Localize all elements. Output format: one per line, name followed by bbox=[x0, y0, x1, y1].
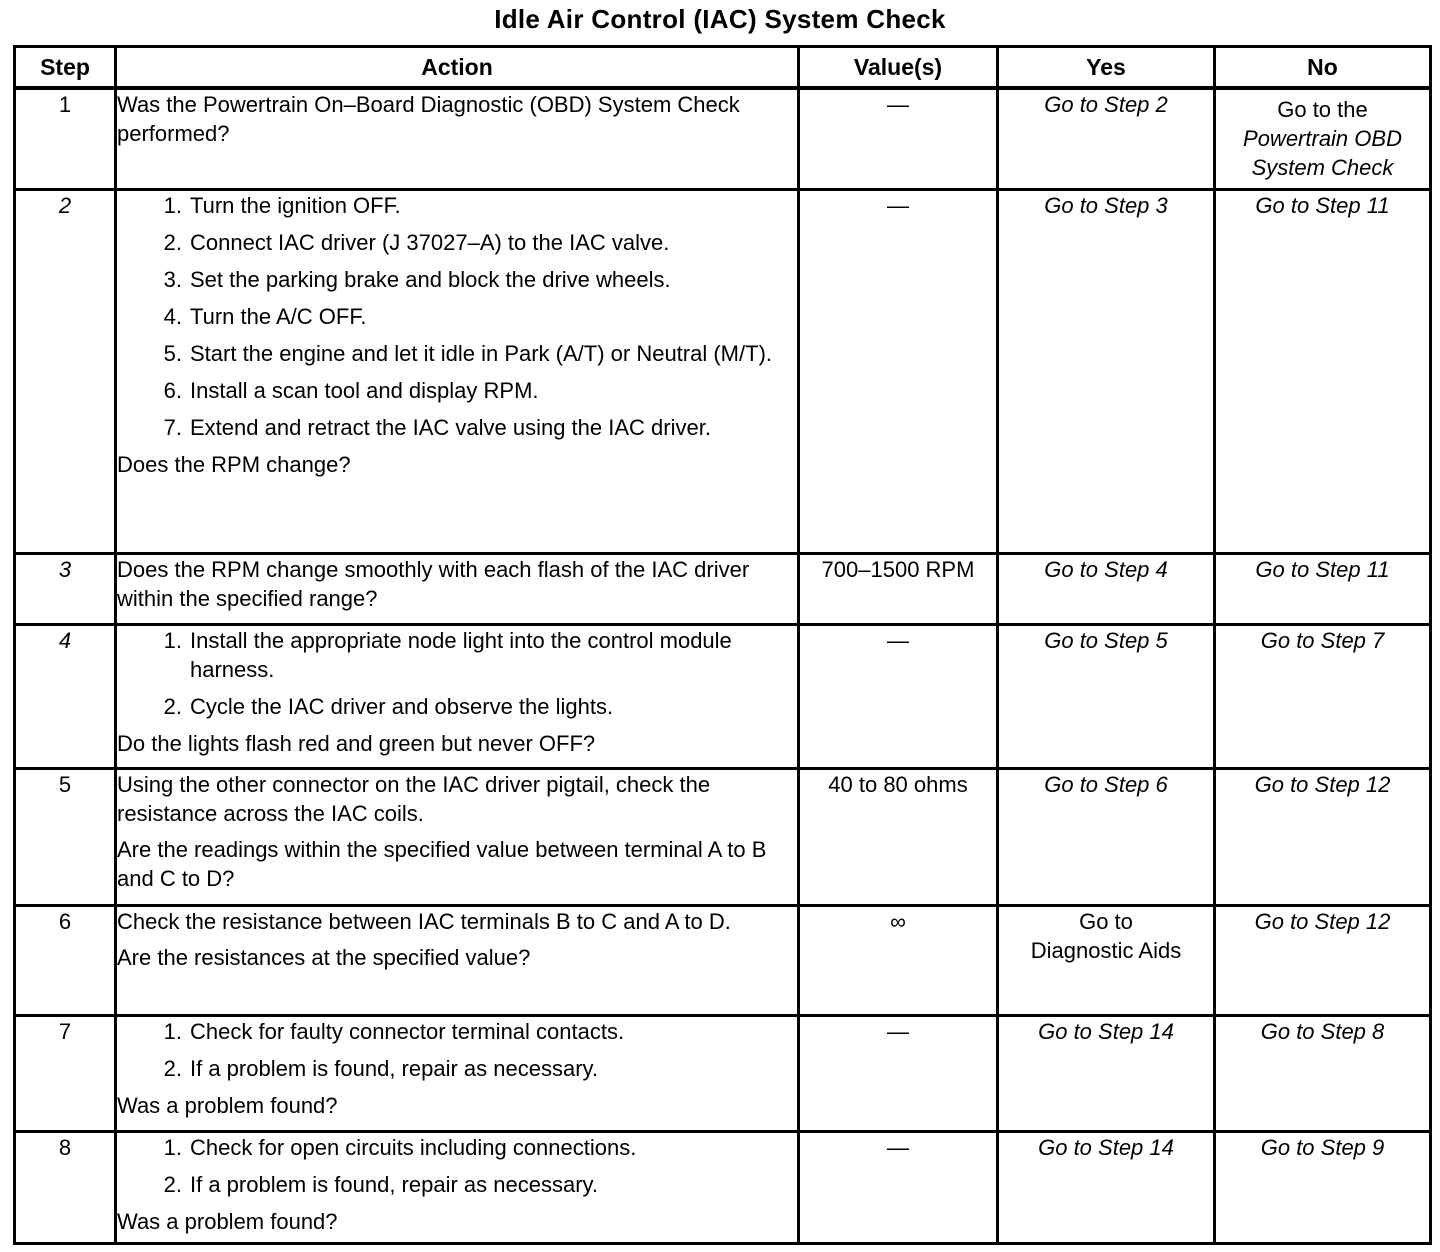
action-cell bbox=[116, 624, 799, 768]
list-item: 5. Start the engine and let it idle in Park (A/T) or Neutral (M/T). bbox=[163, 340, 773, 366]
list-item: 7. Extend and retract the IAC valve using the IAC driver. bbox=[163, 414, 711, 440]
value-cell: ∞ bbox=[799, 905, 998, 1015]
action-list bbox=[117, 1017, 797, 1083]
no-cell: Go to Step 11 bbox=[1215, 553, 1431, 624]
action-list bbox=[117, 626, 797, 721]
list-item: 2. If a problem is found, repair as necessary. bbox=[163, 1055, 599, 1081]
table-row bbox=[15, 189, 1431, 553]
yes-text: Diagnostic Aids bbox=[1030, 937, 1182, 963]
no-cell: Go to Step 7 bbox=[1215, 624, 1431, 768]
action-cell bbox=[116, 1131, 799, 1243]
step-number: 3 bbox=[15, 553, 116, 624]
header-values: Value(s) bbox=[799, 47, 998, 89]
no-cell: Go to Step 11 bbox=[1215, 189, 1431, 553]
step-number: 8 bbox=[15, 1131, 116, 1243]
value-cell: 40 to 80 ohms bbox=[799, 768, 998, 905]
yes-cell: Go to Step 14 bbox=[998, 1015, 1215, 1131]
yes-cell: Go to Step 2 bbox=[998, 88, 1215, 189]
list-item: 4. Turn the A/C OFF. bbox=[163, 303, 367, 329]
action-question: Are the readings within the specified value between terminal A to B and C to D? bbox=[117, 836, 767, 891]
action-question: Does the RPM change? bbox=[117, 451, 351, 477]
action-question: Was a problem found? bbox=[117, 1208, 338, 1234]
value-cell: — bbox=[799, 1015, 998, 1131]
no-text: Powertrain OBD bbox=[1243, 126, 1402, 151]
action-cell bbox=[116, 905, 799, 1015]
list-item: 2. Cycle the IAC driver and observe the lights. bbox=[163, 693, 614, 719]
list-item: 6. Install a scan tool and display RPM. bbox=[163, 377, 539, 403]
header-step: Step bbox=[15, 47, 116, 89]
list-item: 3. Set the parking brake and block the drive wheels. bbox=[163, 266, 671, 292]
value-cell: — bbox=[799, 189, 998, 553]
table-row bbox=[15, 88, 1431, 189]
step-number: 6 bbox=[15, 905, 116, 1015]
action-question: Are the resistances at the specified value? bbox=[117, 944, 531, 970]
no-text: Go to the bbox=[1277, 97, 1368, 122]
list-item: 1. Check for open circuits including connections. bbox=[163, 1134, 637, 1160]
list-item: 1. Turn the ignition OFF. bbox=[163, 192, 401, 218]
step-number: 2 bbox=[15, 189, 116, 553]
table-row bbox=[15, 1131, 1431, 1243]
header-no: No bbox=[1215, 47, 1431, 89]
header-row bbox=[15, 47, 1431, 89]
yes-cell: Go to Step 14 bbox=[998, 1131, 1215, 1243]
action-cell bbox=[116, 768, 799, 905]
yes-text: Go to bbox=[1079, 908, 1133, 934]
list-item: 1. Install the appropriate node light into the control module harness. bbox=[163, 627, 732, 682]
no-cell: Go to Step 12 bbox=[1215, 905, 1431, 1015]
yes-cell: Go to Step 4 bbox=[998, 553, 1215, 624]
table-row bbox=[15, 624, 1431, 768]
step-number: 5 bbox=[15, 768, 116, 905]
action-question: Do the lights flash red and green but never OFF? bbox=[117, 730, 596, 756]
page-title: Idle Air Control (IAC) System Check bbox=[494, 4, 946, 34]
action-cell bbox=[116, 189, 799, 553]
no-cell bbox=[1215, 88, 1431, 189]
action-cell bbox=[116, 88, 799, 189]
action-cell bbox=[116, 1015, 799, 1131]
action-list bbox=[117, 1133, 797, 1199]
no-cell: Go to Step 9 bbox=[1215, 1131, 1431, 1243]
system-check-table bbox=[13, 45, 1432, 1245]
no-cell: Go to Step 12 bbox=[1215, 768, 1431, 905]
table-row bbox=[15, 553, 1431, 624]
list-item: 2. Connect IAC driver (J 37027–A) to the IAC valve. bbox=[163, 229, 670, 255]
no-text: System Check bbox=[1251, 155, 1394, 180]
action-cell bbox=[116, 553, 799, 624]
header-action: Action bbox=[116, 47, 799, 89]
action-text: Does the RPM change smoothly with each flash of the IAC driver within the specified range? bbox=[117, 556, 750, 611]
action-text: Using the other connector on the IAC driver pigtail, check the resistance across the IAC coils. bbox=[117, 771, 711, 826]
value-cell: — bbox=[799, 1131, 998, 1243]
table-row bbox=[15, 1015, 1431, 1131]
value-cell: 700–1500 RPM bbox=[799, 553, 998, 624]
action-text: Check the resistance between IAC terminals B to C and A to D. bbox=[117, 908, 731, 934]
list-item: 1. Check for faulty connector terminal contacts. bbox=[163, 1018, 625, 1044]
value-cell: — bbox=[799, 88, 998, 189]
header-yes: Yes bbox=[998, 47, 1215, 89]
list-item: 2. If a problem is found, repair as necessary. bbox=[163, 1171, 599, 1197]
no-cell: Go to Step 8 bbox=[1215, 1015, 1431, 1131]
action-question: Was a problem found? bbox=[117, 1092, 338, 1118]
step-number: 4 bbox=[15, 624, 116, 768]
yes-cell: Go to Step 6 bbox=[998, 768, 1215, 905]
step-number: 1 bbox=[15, 88, 116, 189]
value-cell: — bbox=[799, 624, 998, 768]
yes-cell: Go to Step 3 bbox=[998, 189, 1215, 553]
yes-cell: Go to Step 5 bbox=[998, 624, 1215, 768]
table-row bbox=[15, 768, 1431, 905]
action-text: Was the Powertrain On–Board Diagnostic (OBD) System Check performed? bbox=[117, 92, 740, 146]
table-row bbox=[15, 905, 1431, 1015]
step-number: 7 bbox=[15, 1015, 116, 1131]
yes-cell bbox=[998, 905, 1215, 1015]
action-list bbox=[117, 191, 797, 442]
